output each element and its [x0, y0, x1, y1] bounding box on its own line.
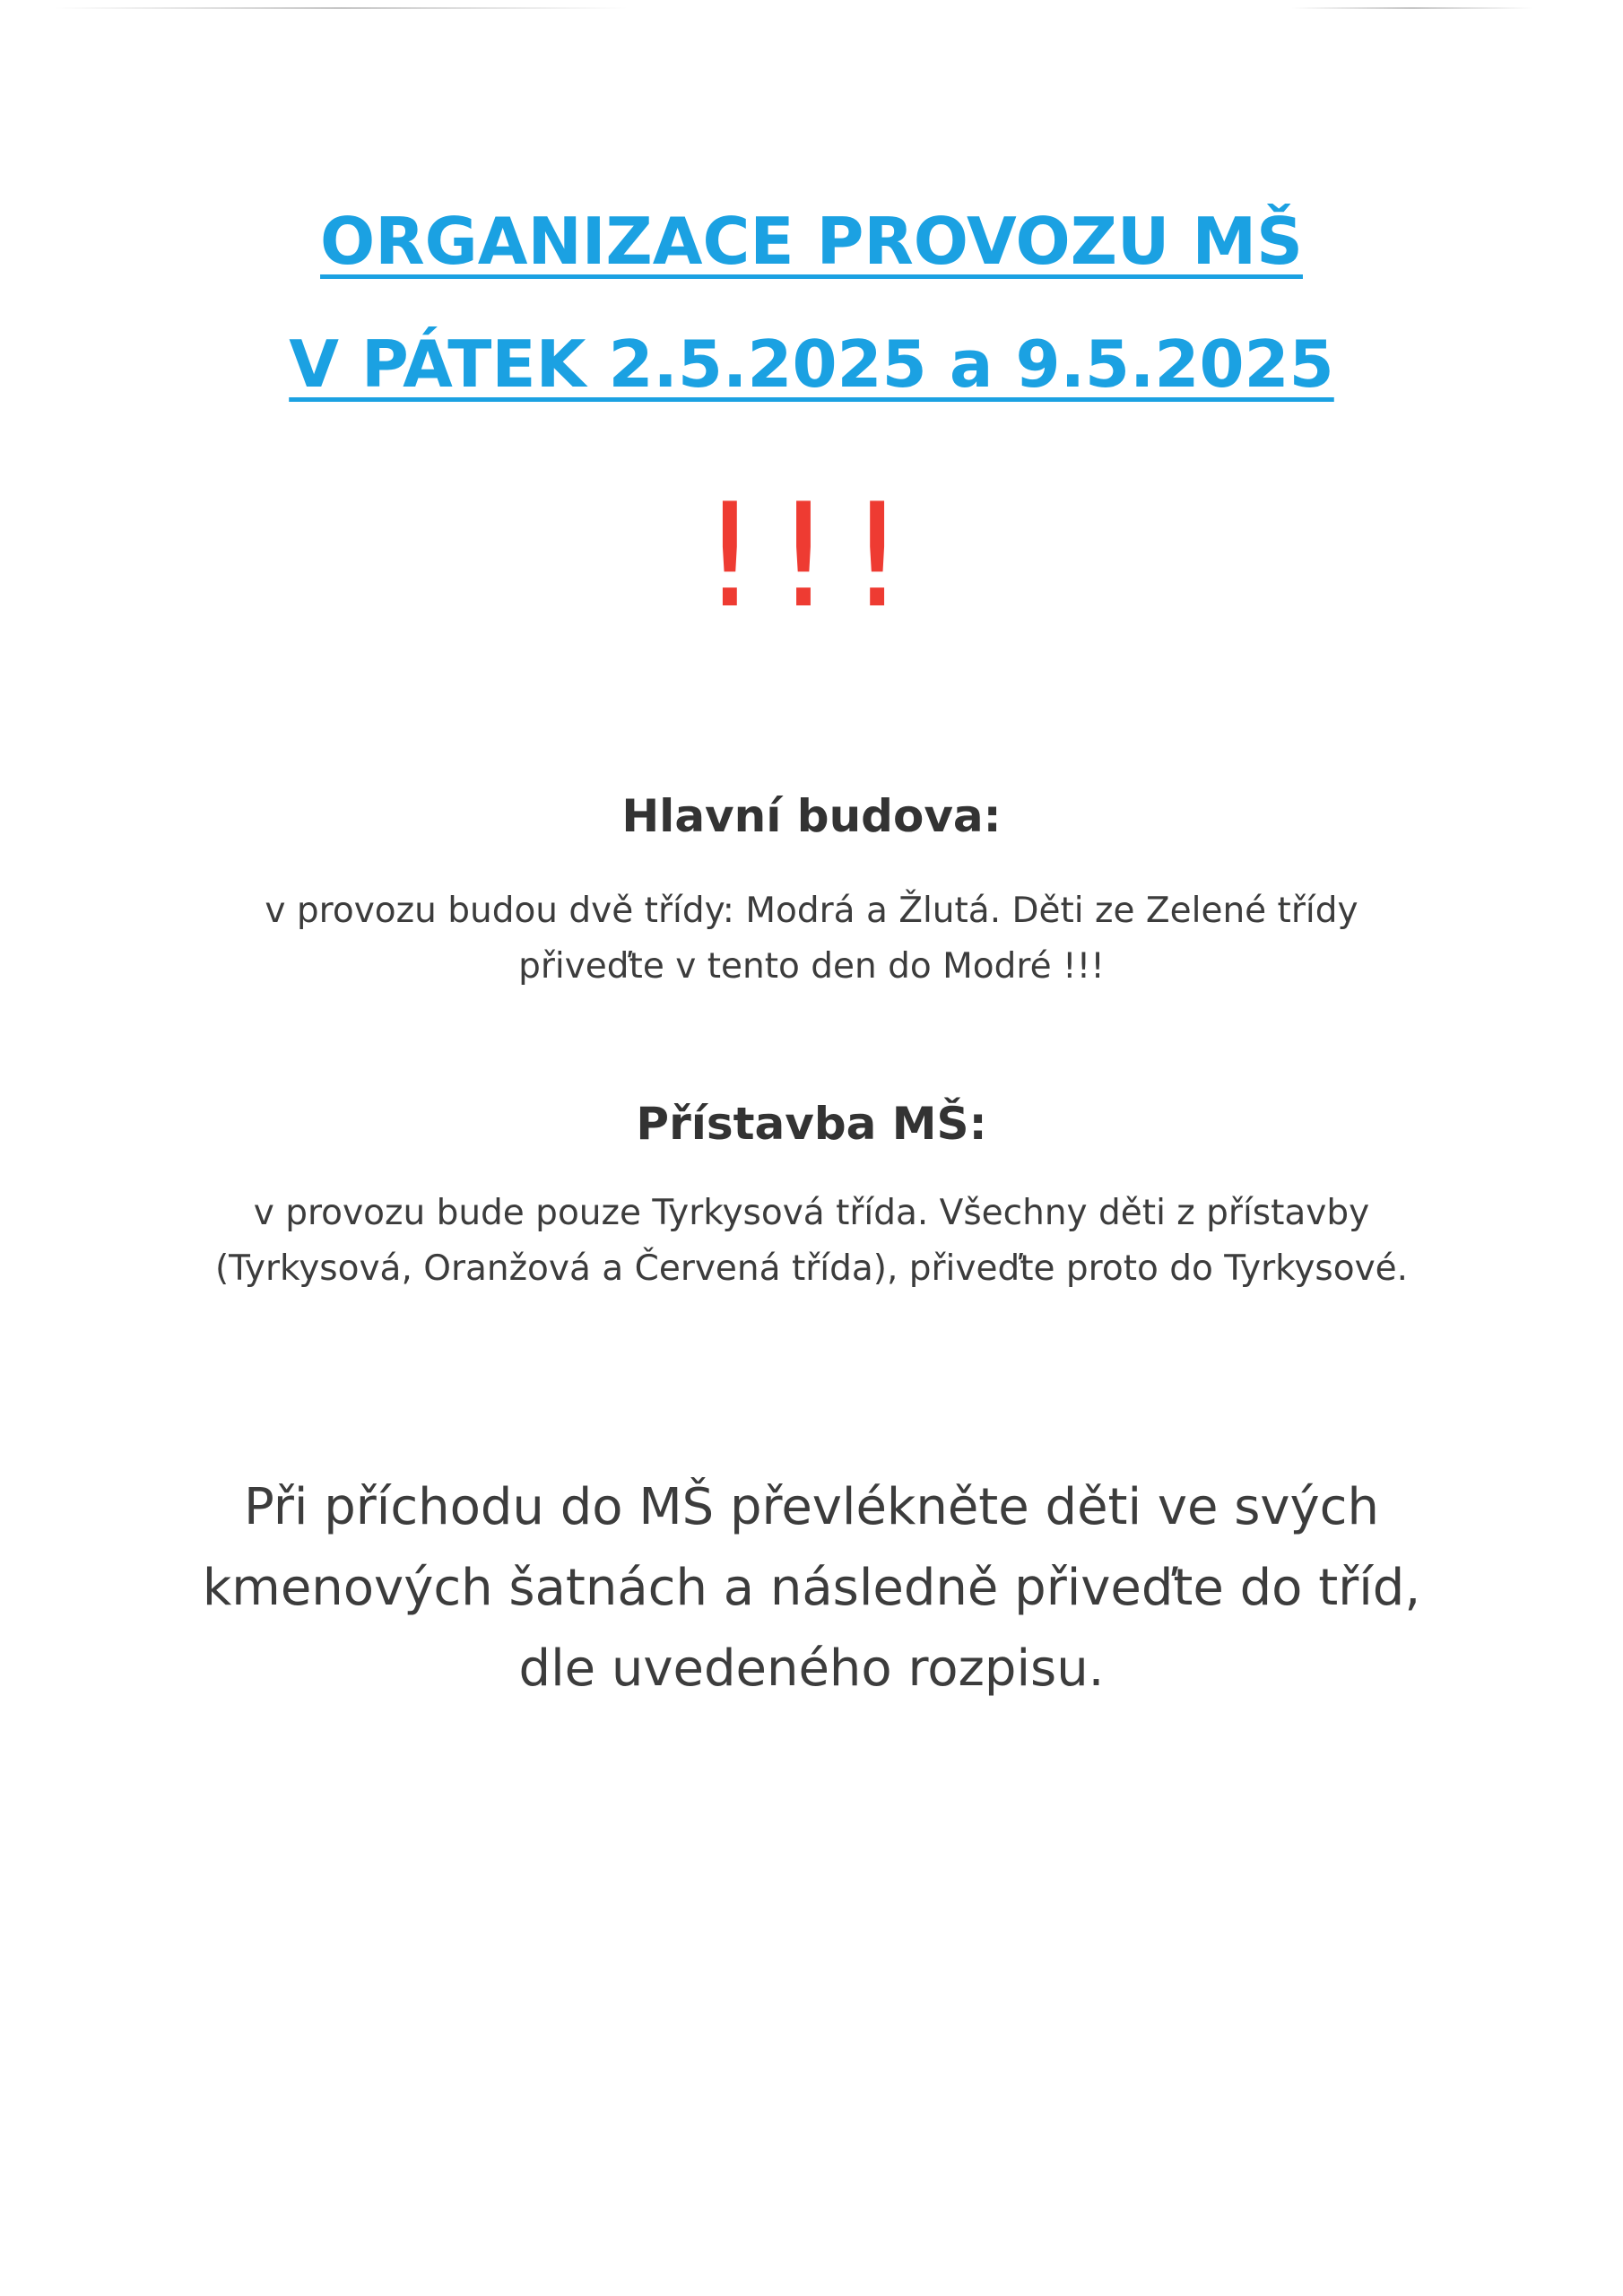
- scan-edge-line: [54, 7, 628, 9]
- main-building-text: [0, 883, 1623, 995]
- annex-line: v provozu bude pouze Tyrkysová třída. Všechny děti z přístavby: [253, 1193, 1370, 1233]
- annex-line: (Tyrkysová, Oranžová a Červená třída), přiveďte proto do Tyrkysové.: [214, 1248, 1409, 1289]
- annex-heading: Přístavba MŠ:: [636, 1098, 987, 1150]
- title-line-1: ORGANIZACE PROVOZU MŠ: [320, 204, 1303, 279]
- note-line: Při příchodu do MŠ převlékněte děti ve svých: [244, 1478, 1379, 1536]
- title-line-2: V PÁTEK 2.5.2025 a 9.5.2025: [289, 326, 1334, 402]
- exclamation-marks: !!!: [700, 472, 923, 639]
- annex-text: [0, 1186, 1623, 1297]
- note-line: kmenových šatnách a následně přiveďte do tříd,: [202, 1559, 1421, 1617]
- main-building-heading: Hlavní budova:: [621, 790, 1002, 842]
- main-building-line: přiveďte v tento den do Modré !!!: [518, 946, 1105, 987]
- arrival-note: [0, 1467, 1623, 1709]
- scan-edge-line: [1291, 7, 1533, 9]
- main-building-line: v provozu budou dvě třídy: Modrá a Žlutá. Děti ze Zelené třídy: [265, 891, 1358, 931]
- note-line: dle uvedeného rozpisu.: [518, 1639, 1105, 1698]
